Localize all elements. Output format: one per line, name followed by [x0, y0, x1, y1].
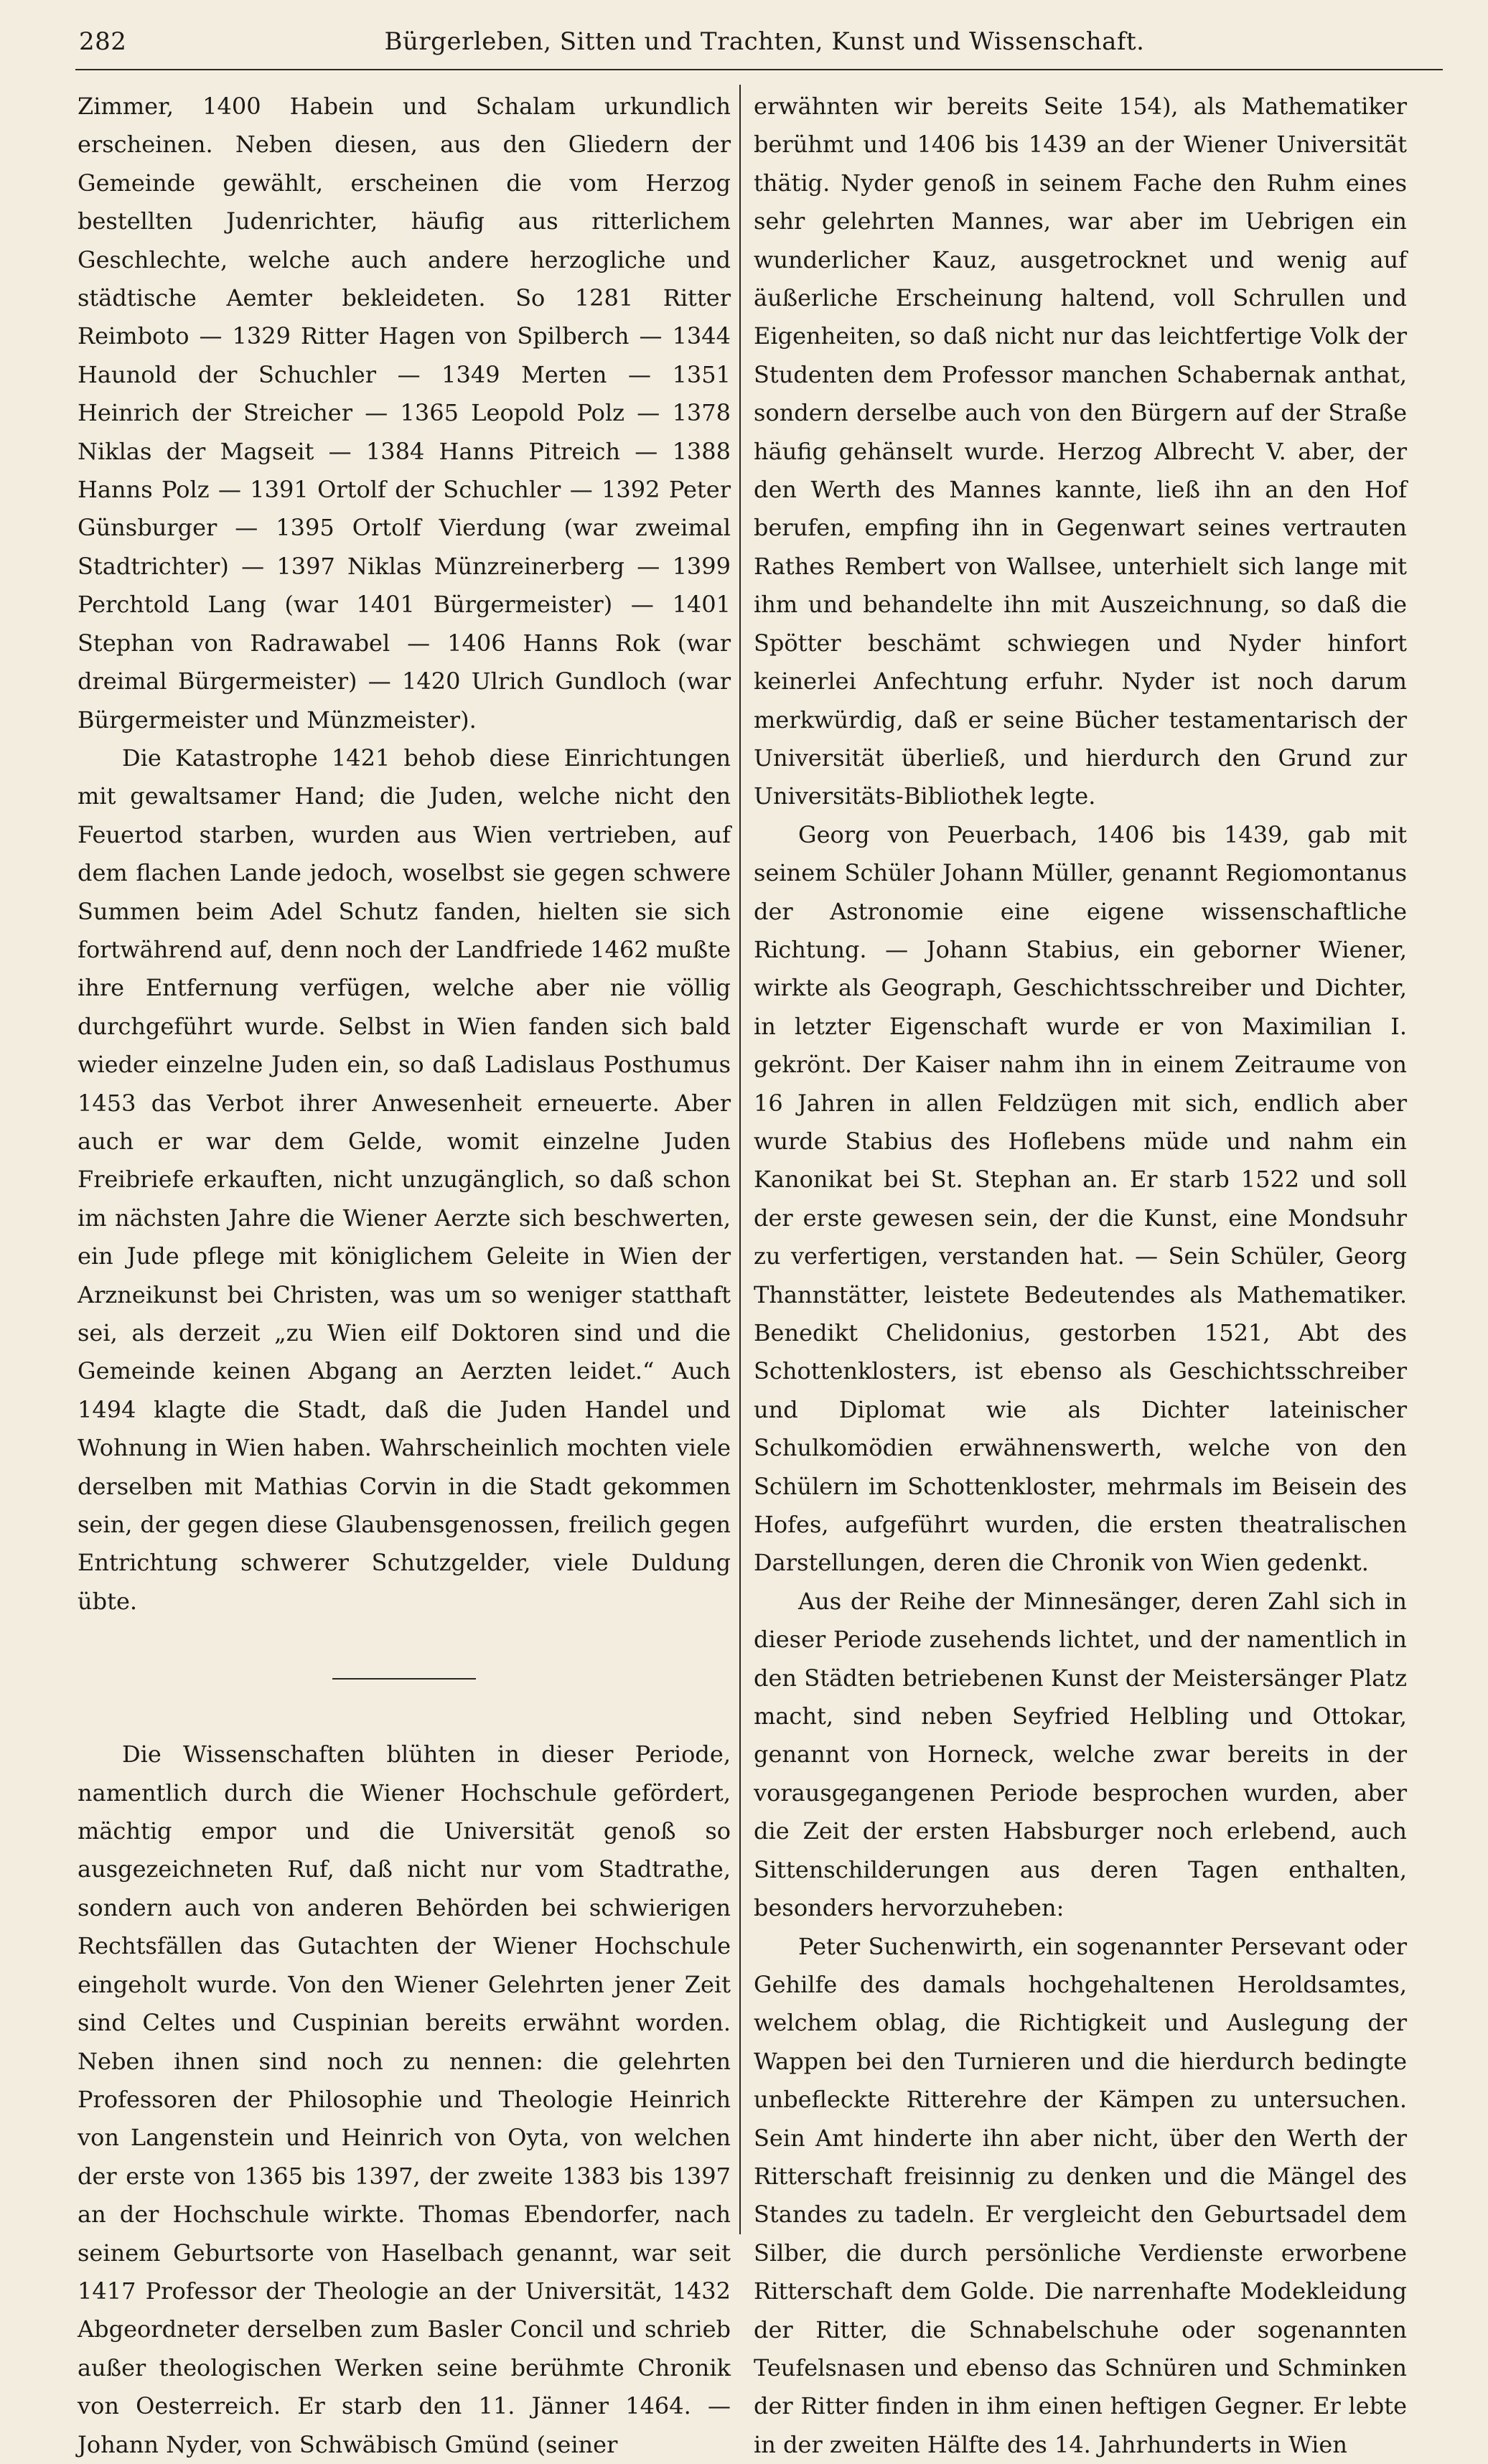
paragraph-judenrichter: Zimmer, 1400 Habein und Schalam urkundlich erscheinen. Neben diesen, aus den Gliedern der Gemeinde gewählt, erscheinen die vom Herzog bestellten Judenrichter, häufig aus ritterlichem Geschlechte, welche auch andere herzogliche und städtische Aemter bekleideten. So 1281 Ritter Reimboto — 1329 Ritter Hagen von Spilberch — 1344 Haunold der Schuchler — 1349 Merten — 1351 Heinrich der Streicher — 1365 Leopold Polz — 1378 Niklas der Magseit — 1384 Hanns Pitreich — 1388 Hanns Polz — 1391 Ortolf der Schuchler — 1392 Peter Günsburger — 1395 Ortolf Vierdung (war zweimal Stadtrichter) — 1397 Niklas Münzreinerberg — 1399 Perchtold Lang (war 1401 Bürgermeister) — 1401 Stephan von Radrawabel — 1406 Hanns Rok (war dreimal Bürgermeister) — 1420 Ulrich Gundloch (war Bürgermeister und Münzmeister). [78, 88, 731, 739]
paragraph-minnesaenger: Aus der Reihe der Minnesänger, deren Zahl sich in dieser Periode zusehends lichtet, und der namentlich in den Städten betriebenen Kunst der Meistersänger Platz macht, sind neben Seyfried Helbling und Ottokar, genannt von Horneck, welche zwar bereits in der vorausgegangenen Periode besprochen wurden, aber die Zeit der ersten Habsburger noch erlebend, auch Sittenschilderungen aus deren Tagen enthalten, besonders hervorzuheben: [754, 1583, 1407, 1928]
left-column [78, 88, 731, 2464]
right-column [754, 88, 1407, 2464]
paragraph-peuerbach: Georg von Peuerbach, 1406 bis 1439, gab mit seinem Schüler Johann Müller, genannt Regiomontanus der Astronomie eine eigene wissenschaftliche Richtung. — Johann Stabius, ein geborner Wiener, wirkte als Geograph, Geschichtsschreiber und Dichter, in letzter Eigenschaft wurde er von Maximilian I. gekrönt. Der Kaiser nahm ihn in einem Zeitraume von 16 Jahren in allen Feldzügen mit sich, endlich aber wurde Stabius des Hoflebens müde und nahm ein Kanonikat bei St. Stephan an. Er starb 1522 und soll der erste gewesen sein, der die Kunst, eine Mondsuhr zu verfertigen, verstanden hat. — Sein Schüler, Georg Thannstätter, leistete Bedeutendes als Mathematiker. Benedikt Chelidonius, gestorben 1521, Abt des Schottenklosters, ist ebenso als Geschichtsschreiber und Diplomat wie als Dichter lateinischer Schulkomödien erwähnenswerth, welche von den Schülern im Schottenkloster, mehrmals im Beisein des Hofes, aufgeführt wurden, die ersten theatralischen Darstellungen, deren die Chronik von Wien gedenkt. [754, 816, 1407, 1583]
paragraph-wissenschaften: Die Wissenschaften blühten in dieser Periode, namentlich durch die Wiener Hochschule gefördert, mächtig empor und die Universität genoß so ausgezeichneten Ruf, daß nicht nur vom Stadtrathe, sondern auch von anderen Behörden bei schwierigen Rechtsfällen das Gutachten der Wiener Hochschule eingeholt wurde. Von den Wiener Gelehrten jener Zeit sind Celtes und Cuspinian bereits erwähnt worden. Neben ihnen sind noch zu nennen: die gelehrten Professoren der Philosophie und Theologie Heinrich von Langenstein und Heinrich von Oyta, von welchen der erste von 1365 bis 1397, der zweite 1383 bis 1397 an der Hochschule wirkte. Thomas Ebendorfer, nach seinem Geburtsorte von Haselbach genannt, war seit 1417 Professor der Theologie an der Universität, 1432 Abgeordneter derselben zum Basler Concil und schrieb außer theologischen Werken seine berühmte Chronik von Oesterreich. Er starb den 11. Jänner 1464. — Johann Nyder, von Schwäbisch Gmünd (seiner [78, 1735, 731, 2464]
paragraph-katastrophe: Die Katastrophe 1421 behob diese Einrichtungen mit gewaltsamer Hand; die Juden, welche nicht den Feuertod starben, wurden aus Wien vertrieben, auf dem flachen Lande jedoch, woselbst sie gegen schwere Summen beim Adel Schutz fanden, hielten sie sich fortwährend auf, denn noch der Landfriede 1462 mußte ihre Entfernung verfügen, welche aber nie völlig durchgeführt wurde. Selbst in Wien fanden sich bald wieder einzelne Juden ein, so daß Ladislaus Posthumus 1453 das Verbot ihrer Anwesenheit erneuerte. Aber auch er war dem Gelde, womit einzelne Juden Freibriefe erkauften, nicht unzugänglich, so daß schon im nächsten Jahre die Wiener Aerzte sich beschwerten, ein Jude pflege mit königlichem Geleite in Wien der Arzneikunst bei Christen, was um so weniger statthaft sei, als derzeit „zu Wien eilf Doktoren sind und die Gemeinde keinen Abgang an Aerzten leidet.“ Auch 1494 klagte die Stadt, daß die Juden Handel und Wohnung in Wien haben. Wahrscheinlich mochten viele derselben mit Mathias Corvin in die Stadt gekommen sein, der gegen diese Glaubensgenossen, freilich gegen Entrichtung schwerer Schutzgelder, viele Duldung übte. [78, 739, 731, 1621]
page-header [79, 27, 1450, 63]
paragraph-nyder: erwähnten wir bereits Seite 154), als Mathematiker berühmt und 1406 bis 1439 an der Wiener Universität thätig. Nyder genoß in seinem Fache den Ruhm eines sehr gelehrten Mannes, war aber im Uebrigen ein wunderlicher Kauz, ausgetrocknet und wenig auf äußerliche Erscheinung haltend, voll Schrullen und Eigenheiten, so daß nicht nur das leichtfertige Volk der Studenten dem Professor manchen Schabernak anthat, sondern derselbe auch von den Bürgern auf der Straße häufig gehänselt wurde. Herzog Albrecht V. aber, der den Werth des Mannes kannte, ließ ihn an den Hof berufen, empfing ihn in Gegenwart seines vertrauten Rathes Rembert von Wallsee, unterhielt sich lange mit ihm und behandelte ihn mit Auszeichnung, so daß die Spötter beschämt schwiegen und Nyder hinfort keinerlei Anfechtung erfuhr. Nyder ist noch darum merkwürdig, daß er seine Bücher testamentarisch der Universität überließ, und hierdurch den Grund zur Universitäts-Bibliothek legte. [754, 88, 1407, 816]
header-rule [75, 69, 1443, 70]
separator-line [332, 1678, 476, 1680]
column-divider [739, 85, 741, 2234]
page-number: 282 [79, 27, 126, 56]
running-title: Bürgerleben, Sitten und Trachten, Kunst und Wissenschaft. [79, 27, 1450, 56]
paragraph-suchenwirth: Peter Suchenwirth, ein sogenannter Persevant oder Gehilfe des damals hochgehaltenen Heroldsamtes, welchem oblag, die Richtigkeit und Auslegung der Wappen bei den Turnieren und die hierdurch bedingte unbefleckte Ritterehre der Kämpen zu untersuchen. Sein Amt hinderte ihn aber nicht, über den Werth der Ritterschaft freisinnig zu denken und die Mängel des Standes zu tadeln. Er vergleicht den Geburtsadel dem Silber, die durch persönliche Verdienste erworbene Ritterschaft dem Golde. Die narrenhafte Modekleidung der Ritter, die Schnabelschuhe oder sogenannten Teufelsnasen und ebenso das Schnüren und Schminken der Ritter finden in ihm einen heftigen Gegner. Er lebte in der zweiten Hälfte des 14. Jahrhunderts in Wien [754, 1928, 1407, 2464]
section-separator [78, 1621, 731, 1735]
